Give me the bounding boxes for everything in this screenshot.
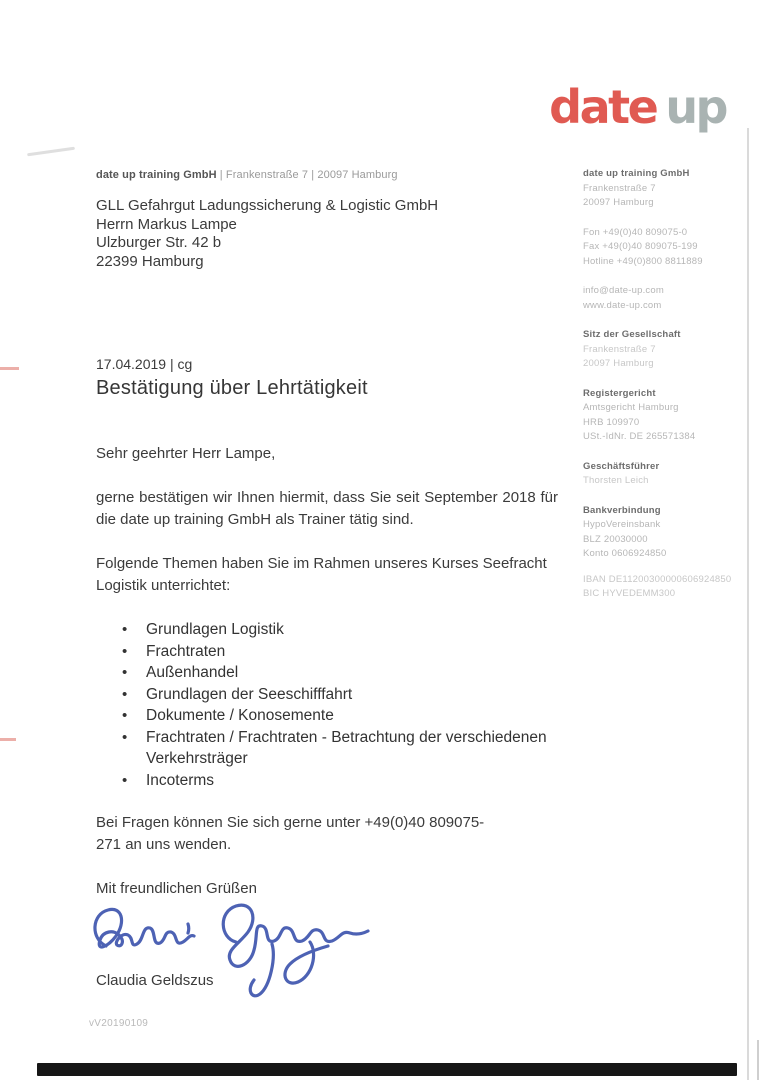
handwritten-signature-icon xyxy=(84,898,394,1008)
letter-body xyxy=(96,443,558,992)
topic-item: • Grundlagen der Seeschifffahrt xyxy=(122,684,558,706)
sidebar-company-title: date up training GmbH xyxy=(583,168,690,179)
sidebar-line-ceo-name: Thorsten Leich xyxy=(583,475,649,486)
topic-item: • Grundlagen Logistik xyxy=(122,619,558,641)
sidebar-group-sitz xyxy=(583,328,751,372)
sidebar-line-fon: Fon +49(0)40 809075-0 xyxy=(583,226,688,238)
sidebar-line: BLZ 20030000 xyxy=(583,533,648,545)
sidebar-group-ceo xyxy=(583,460,751,489)
paragraph-topics-intro: Folgende Themen haben Sie im Rahmen unseres Kurses Seefracht Logistik unterrichtet: xyxy=(96,555,547,594)
info-sidebar xyxy=(583,167,751,617)
sender-company: date up training GmbH xyxy=(96,169,217,181)
logo-text-date: date xyxy=(549,80,657,134)
sidebar-line-email: info@date-up.com xyxy=(583,285,664,296)
sidebar-line-fax: Fax +49(0)40 809075-199 xyxy=(583,241,698,252)
topic-item: • Frachtraten / Frachtraten - Betrachtung der verschiedenen Verkehrsträger xyxy=(122,727,558,770)
sidebar-group-bank xyxy=(583,504,751,562)
subject-heading: Bestätigung über Lehrtätigkeit xyxy=(96,377,368,399)
signature-printed-name: Claudia Geldszus xyxy=(96,972,214,989)
sidebar-line: Frankenstraße 7 xyxy=(583,182,656,194)
sidebar-line: 20097 Hamburg xyxy=(583,358,654,369)
recipient-street: Ulzburger Str. 42 b xyxy=(96,234,222,251)
sidebar-bank-title: Bankverbindung xyxy=(583,504,661,516)
topics-list xyxy=(96,619,558,791)
scan-smudge xyxy=(27,147,75,156)
sidebar-line: USt.-IdNr. DE 265571384 xyxy=(583,431,696,442)
topic-item: • Frachtraten xyxy=(122,641,558,663)
sender-rest: | Frankenstraße 7 | 20097 Hamburg xyxy=(216,169,398,181)
fold-mark-top xyxy=(0,367,19,370)
scanner-bottom-bar xyxy=(37,1063,737,1076)
sidebar-line-website: www.date-up.com xyxy=(583,299,662,311)
topic-item: • Incoterms xyxy=(122,770,558,792)
sidebar-line: Frankenstraße 7 xyxy=(583,343,656,355)
dateup-logo xyxy=(549,80,726,134)
sidebar-group-web xyxy=(583,284,751,313)
paragraph-contact: Bei Fragen können Sie sich gerne unter +49(0)40 809075-271 an uns wenden. xyxy=(96,814,485,853)
topic-item: • Außenhandel xyxy=(122,662,558,684)
version-code: vV20190109 xyxy=(89,1018,149,1029)
topic-item: • Dokumente / Konosemente xyxy=(122,705,558,727)
sidebar-line-iban: IBAN DE11200300000606924850 xyxy=(583,573,732,585)
sender-address-line xyxy=(96,169,398,181)
salutation: Sehr geehrter Herr Lampe, xyxy=(96,445,276,462)
recipient-name: Herrn Markus Lampe xyxy=(96,215,237,233)
sidebar-line: 20097 Hamburg xyxy=(583,197,654,208)
sidebar-line-bic: BIC HYVEDEMM300 xyxy=(583,588,676,599)
sidebar-group-register xyxy=(583,387,751,445)
sidebar-register-title: Registergericht xyxy=(583,387,656,399)
sidebar-line: Konto 0606924850 xyxy=(583,548,667,559)
signature-area xyxy=(96,902,558,970)
closing-regards: Mit freundlichen Grüßen xyxy=(96,880,257,897)
scanner-edge-line-2 xyxy=(757,1040,759,1080)
sidebar-line: HRB 109970 xyxy=(583,416,640,428)
sidebar-line-hotline: Hotline +49(0)800 8811889 xyxy=(583,255,703,267)
recipient-city: 22399 Hamburg xyxy=(96,252,204,270)
logo-text-up: up xyxy=(665,80,726,134)
sidebar-line: Amtsgericht Hamburg xyxy=(583,402,679,413)
sidebar-group-phone xyxy=(583,226,751,270)
paragraph-confirmation: gerne bestätigen wir Ihnen hiermit, dass Sie seit September 2018 für die date up training GmbH als Trainer tätig sind. xyxy=(96,489,558,528)
sidebar-group-company xyxy=(583,167,751,211)
sidebar-line: HypoVereinsbank xyxy=(583,519,661,530)
sidebar-sitz-title: Sitz der Gesellschaft xyxy=(583,329,681,340)
sidebar-ceo-title: Geschäftsführer xyxy=(583,460,660,472)
sidebar-group-iban xyxy=(583,573,751,602)
recipient-company: GLL Gefahrgut Ladungssicherung & Logistic GmbH xyxy=(96,197,439,214)
recipient-block xyxy=(96,197,438,271)
date-line: 17.04.2019 | cg xyxy=(96,356,193,372)
fold-mark-bottom xyxy=(0,738,16,741)
